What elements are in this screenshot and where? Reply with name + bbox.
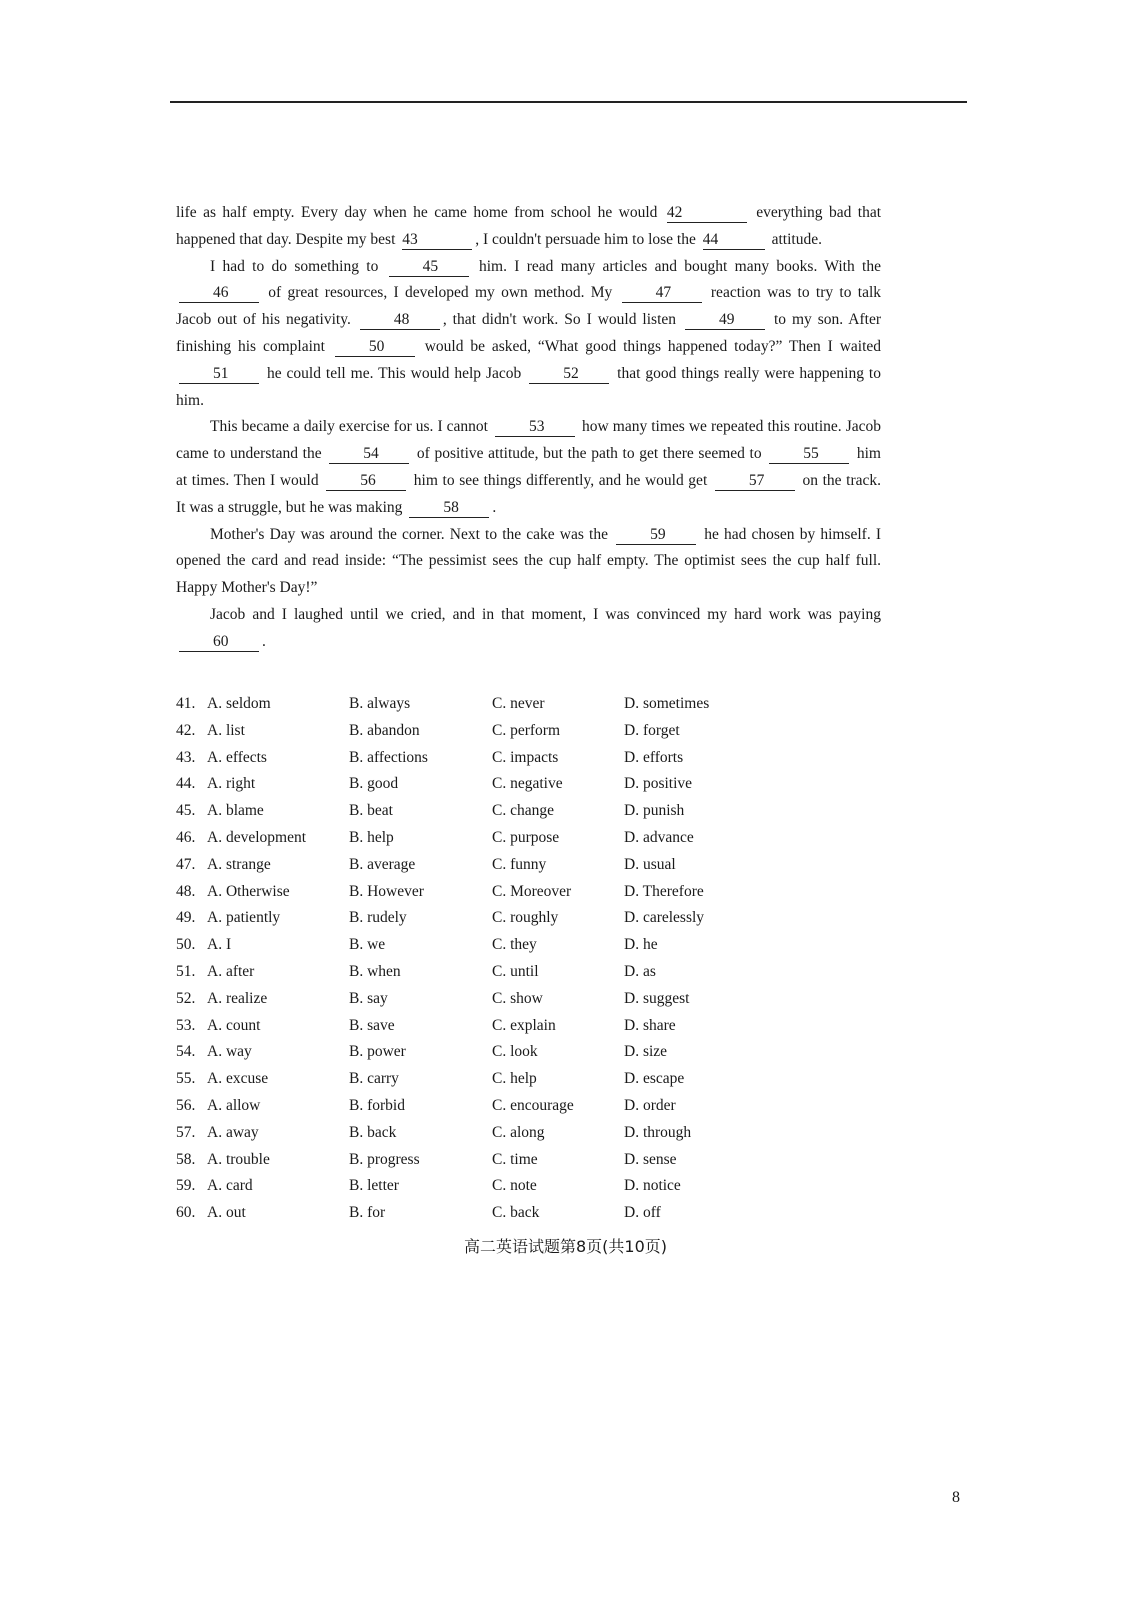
question-number: 48. — [176, 882, 196, 900]
blank-43: 43 — [402, 231, 472, 250]
option-row — [176, 932, 876, 959]
option-d: D. efforts — [624, 748, 684, 766]
option-d: D. size — [624, 1043, 668, 1061]
option-b: B. forbid — [349, 1096, 405, 1114]
option-a: A. excuse — [207, 1070, 269, 1088]
option-d: D. through — [624, 1123, 692, 1141]
option-b: B. rudely — [349, 909, 407, 927]
option-row — [176, 879, 876, 906]
option-d: D. punish — [624, 802, 685, 820]
question-number: 56. — [176, 1096, 196, 1114]
option-c: C. encourage — [492, 1096, 574, 1114]
option-row — [176, 1093, 876, 1120]
option-b: B. say — [349, 989, 388, 1007]
question-number: 43. — [176, 748, 196, 766]
question-number: 44. — [176, 775, 196, 793]
option-b: B. affections — [349, 748, 428, 766]
blank-59: 59 — [616, 526, 696, 545]
question-number: 46. — [176, 828, 196, 846]
blank-42: 42 — [667, 204, 747, 223]
option-row — [176, 718, 876, 745]
question-number: 49. — [176, 909, 196, 927]
option-a: A. card — [207, 1177, 253, 1195]
option-row — [176, 798, 876, 825]
option-d: D. usual — [624, 855, 676, 873]
blank-60: 60 — [179, 633, 259, 652]
option-b: B. letter — [349, 1177, 399, 1195]
answer-options — [176, 691, 876, 1227]
question-number: 52. — [176, 989, 196, 1007]
option-d: D. sense — [624, 1150, 677, 1168]
option-a: A. strange — [207, 855, 271, 873]
option-c: C. Moreover — [492, 882, 572, 900]
question-number: 47. — [176, 855, 196, 873]
option-row — [176, 1013, 876, 1040]
option-row — [176, 1200, 876, 1227]
option-row — [176, 905, 876, 932]
option-b: B. save — [349, 1016, 395, 1034]
paragraph-3: This became a daily exercise for us. I cannot 53 how many times we repeated this routine. Jacob came to understand the 54 of positive attitude, but the path to get there seemed to 55 him at times. Then I would 56 him to see things differently, and he would get 57 on the track. It was a struggle, but he was making 58 . — [176, 418, 881, 516]
header-rule — [170, 101, 967, 103]
blank-57: 57 — [715, 472, 795, 491]
option-d: D. order — [624, 1096, 676, 1114]
option-a: A. way — [207, 1043, 252, 1061]
option-row — [176, 1039, 876, 1066]
page-number: 8 — [952, 1489, 960, 1506]
option-b: B. However — [349, 882, 424, 900]
option-row — [176, 1173, 876, 1200]
option-c: C. time — [492, 1150, 538, 1168]
option-c: C. never — [492, 695, 545, 712]
option-d: D. advance — [624, 828, 694, 846]
paragraph-5: Jacob and I laughed until we cried, and in that moment, I was convinced my hard work was paying 60 . — [176, 602, 881, 656]
question-number: 57. — [176, 1123, 196, 1141]
option-c: C. impacts — [492, 748, 559, 766]
paragraph-4: Mother's Day was around the corner. Next to the cake was the 59 he had chosen by himself. I opened the card and read inside: “The pessimist sees the cup half empty. The optimist sees the cup half full. Happy Mother's Day!” — [176, 525, 881, 597]
option-b: B. always — [349, 695, 411, 712]
question-number: 59. — [176, 1177, 196, 1195]
option-c: C. purpose — [492, 828, 560, 846]
option-c: C. explain — [492, 1016, 556, 1034]
paragraph-1: life as half empty. Every day when he came home from school he would 42 everything bad that happened that day. Despite my best 43 , I couldn't persuade him to lose the 44 attitude. — [176, 204, 882, 248]
option-b: B. back — [349, 1123, 397, 1141]
option-d: D. escape — [624, 1070, 685, 1088]
option-d: D. forget — [624, 721, 680, 739]
option-d: D. as — [624, 962, 656, 980]
blank-51: 51 — [179, 365, 259, 384]
question-number: 53. — [176, 1016, 196, 1034]
option-c: C. back — [492, 1204, 540, 1222]
option-b: B. average — [349, 855, 416, 873]
option-c: C. negative — [492, 775, 563, 793]
option-b: B. progress — [349, 1150, 420, 1168]
paragraph-2: I had to do something to 45 him. I read many articles and bought many books. With the 46 of great resources, I developed my own method. My 47 reaction was to try to talk Jacob out of his negativity. 48 , that didn't work. So I would listen 49 to my son. After finishing his complaint 50 would be asked, “What good things happened today?” Then I waited 51 he could tell me. This would help Jacob 52 that good things really were happening to him. — [176, 257, 882, 409]
option-b: B. we — [349, 936, 386, 954]
option-b: B. when — [349, 962, 401, 980]
blank-52: 52 — [529, 365, 609, 384]
option-d: D. he — [624, 936, 658, 954]
option-a: A. after — [207, 962, 255, 980]
option-a: A. away — [207, 1123, 259, 1141]
question-number: 50. — [176, 936, 196, 954]
option-b: B. abandon — [349, 721, 420, 739]
question-number: 54. — [176, 1043, 196, 1061]
blank-53: 53 — [495, 418, 575, 437]
option-row — [176, 986, 876, 1013]
option-a: A. realize — [207, 989, 268, 1007]
option-row — [176, 1147, 876, 1174]
question-number: 58. — [176, 1150, 196, 1168]
question-number: 41. — [176, 695, 196, 712]
option-c: C. until — [492, 962, 539, 980]
question-number: 45. — [176, 802, 196, 820]
option-c: C. they — [492, 936, 537, 954]
option-row — [176, 852, 876, 879]
option-a: A. count — [207, 1016, 261, 1034]
option-a: A. Otherwise — [207, 882, 290, 900]
option-a: A. list — [207, 721, 245, 739]
option-row — [176, 771, 876, 798]
option-a: A. development — [207, 828, 307, 846]
option-row — [176, 1066, 876, 1093]
option-b: B. help — [349, 828, 394, 846]
option-row — [176, 959, 876, 986]
blank-56: 56 — [326, 472, 406, 491]
blank-47: 47 — [622, 284, 702, 303]
option-a: A. patiently — [207, 909, 281, 927]
option-c: C. funny — [492, 855, 547, 873]
option-row — [176, 745, 876, 772]
option-row — [176, 1120, 876, 1147]
option-b: B. carry — [349, 1070, 399, 1088]
cloze-passage — [176, 200, 881, 656]
option-c: C. show — [492, 989, 543, 1007]
option-row — [176, 691, 876, 718]
option-c: C. change — [492, 802, 554, 820]
option-d: D. notice — [624, 1177, 681, 1195]
option-d: D. Therefore — [624, 882, 704, 900]
option-c: C. along — [492, 1123, 545, 1141]
option-b: B. power — [349, 1043, 406, 1061]
option-d: D. sometimes — [624, 695, 710, 712]
question-number: 51. — [176, 962, 196, 980]
option-c: C. look — [492, 1043, 538, 1061]
question-number: 60. — [176, 1204, 196, 1222]
option-b: B. for — [349, 1204, 386, 1222]
option-a: A. I — [207, 936, 232, 954]
option-a: A. effects — [207, 748, 267, 766]
question-number: 55. — [176, 1070, 196, 1088]
blank-55: 55 — [769, 445, 849, 464]
question-number: 42. — [176, 721, 196, 739]
option-c: C. roughly — [492, 909, 559, 927]
blank-58: 58 — [409, 499, 489, 518]
option-a: A. right — [207, 775, 256, 793]
blank-49: 49 — [685, 311, 765, 330]
blank-45: 45 — [389, 258, 469, 277]
option-a: A. blame — [207, 802, 264, 820]
blank-54: 54 — [329, 445, 409, 464]
option-d: D. suggest — [624, 989, 690, 1007]
option-a: A. trouble — [207, 1150, 270, 1168]
option-c: C. note — [492, 1177, 537, 1195]
blank-50: 50 — [335, 338, 415, 357]
option-b: B. beat — [349, 802, 393, 820]
option-b: B. good — [349, 775, 399, 793]
blank-46: 46 — [179, 284, 259, 303]
option-a: A. out — [207, 1204, 246, 1222]
page-footer: 高二英语试题第8页(共10页) — [463, 1237, 668, 1256]
option-d: D. carelessly — [624, 909, 705, 927]
option-row — [176, 825, 876, 852]
option-d: D. positive — [624, 775, 693, 793]
option-d: D. share — [624, 1016, 676, 1034]
option-d: D. off — [624, 1204, 661, 1222]
option-c: C. help — [492, 1070, 537, 1088]
blank-48: 48 — [360, 311, 440, 330]
option-a: A. seldom — [207, 695, 271, 712]
option-a: A. allow — [207, 1096, 261, 1114]
blank-44: 44 — [703, 231, 765, 250]
option-c: C. perform — [492, 721, 561, 739]
